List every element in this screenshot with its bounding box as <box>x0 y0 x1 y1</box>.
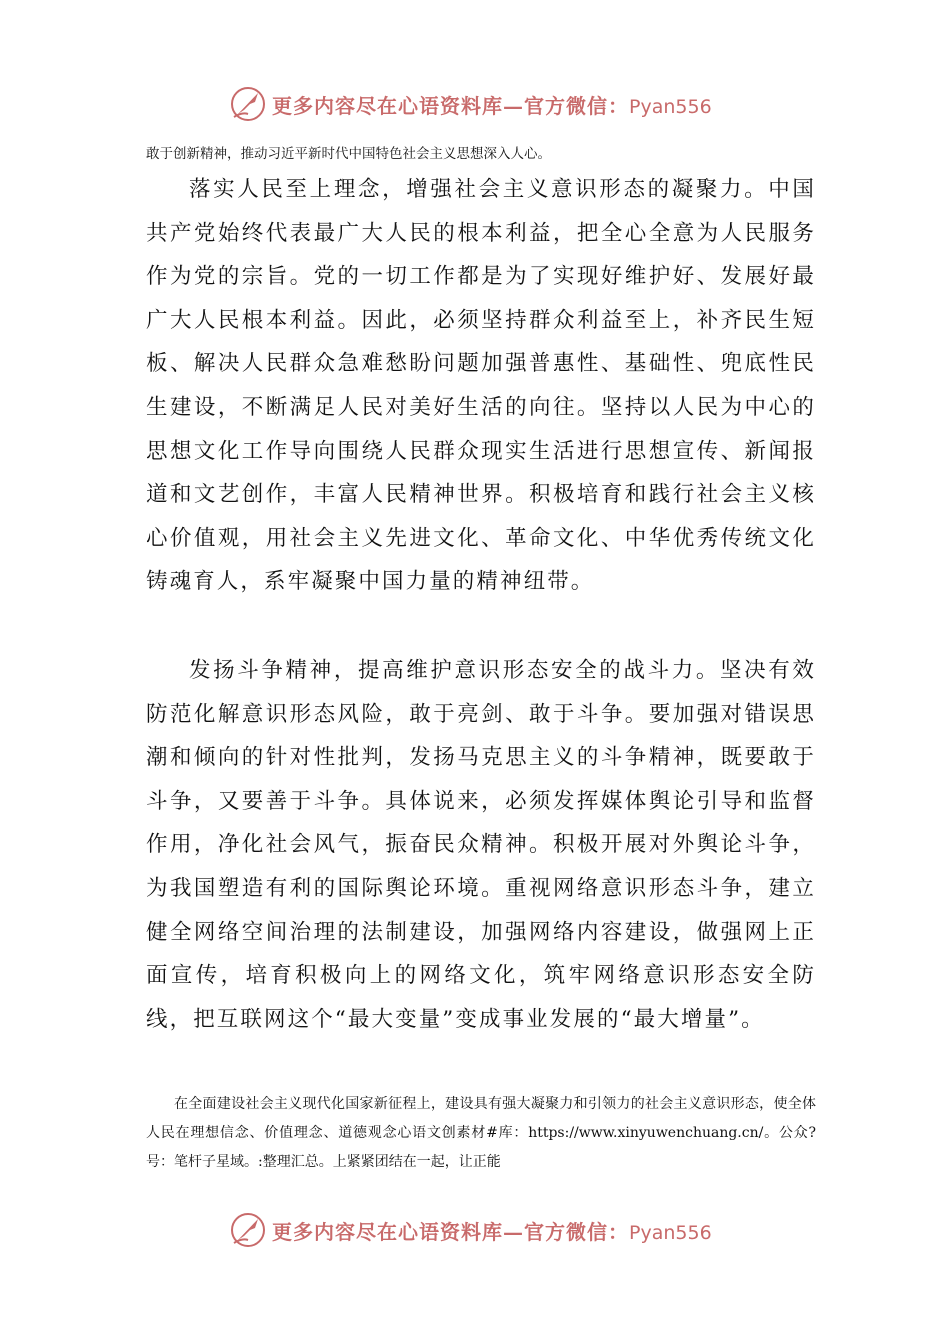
lead-line: 敢于创新精神，推动习近平新时代中国特色社会主义思想深入人心。 <box>146 146 551 162</box>
quill-logo-icon <box>228 84 268 124</box>
banner-wechat-id: Pyan556 <box>629 95 712 118</box>
tail-paragraph: 在全面建设社会主义现代化国家新征程上，建设具有强大凝聚力和引领力的社会主义意识形态，使全体人民在理想信念、价值理念、道德观念心语文创素材#库：https://www.xinyuwenchuang.cn/。公众?号：笔杆子星域。:整理汇总。上紧紧团结在一起，让正能 <box>146 1096 816 1170</box>
banner-text: 更多内容尽在心语资料库—官方微信：Pyan556 <box>272 93 712 118</box>
footer-banner <box>228 1208 748 1252</box>
body-paragraph-1: 落实人民至上理念，增强社会主义意识形态的凝聚力。中国共产党始终代表最广大人民的根本利益，把全心全意为人民服务作为党的宗旨。党的一切工作都是为了实现好维护好、发展好最广大人民根本利益。因此，必须坚持群众利益至上，补齐民生短板、解决人民群众急难愁盼问题加强普惠性、基础性、兜底性民生建设，不断满足人民对美好生活的向往。坚持以人民为中心的思想文化工作导向围绕人民群众现实生活进行思想宣传、新闻报道和文艺创作，丰富人民精神世界。积极培育和践行社会主义核心价值观，用社会主义先进文化、革命文化、中华优秀传统文化铸魂育人，系牢凝聚中国力量的精神纽带。 <box>146 177 816 595</box>
banner-wechat-id: Pyan556 <box>629 1221 712 1244</box>
body-paragraph-2: 发扬斗争精神，提高维护意识形态安全的战斗力。坚决有效防范化解意识形态风险，敢于亮剑、敢于斗争。要加强对错误思潮和倾向的针对性批判，发扬马克思主义的斗争精神，既要敢于斗争，又要善于斗争。具体说来，必须发挥媒体舆论引导和监督作用，净化社会风气，振奋民众精神。积极开展对外舆论斗争，为我国塑造有利的国际舆论环境。重视网络意识形态斗争，建立健全网络空间治理的法制建设，加强网络内容建设，做强网上正面宣传，培育积极向上的网络文化，筑牢网络意识形态安全防线，把互联网这个“最大变量”变成事业发展的“最大增量”。 <box>146 658 816 1032</box>
header-banner <box>228 82 748 126</box>
banner-text: 更多内容尽在心语资料库—官方微信：Pyan556 <box>272 1219 712 1244</box>
quill-logo-icon <box>228 1210 268 1250</box>
